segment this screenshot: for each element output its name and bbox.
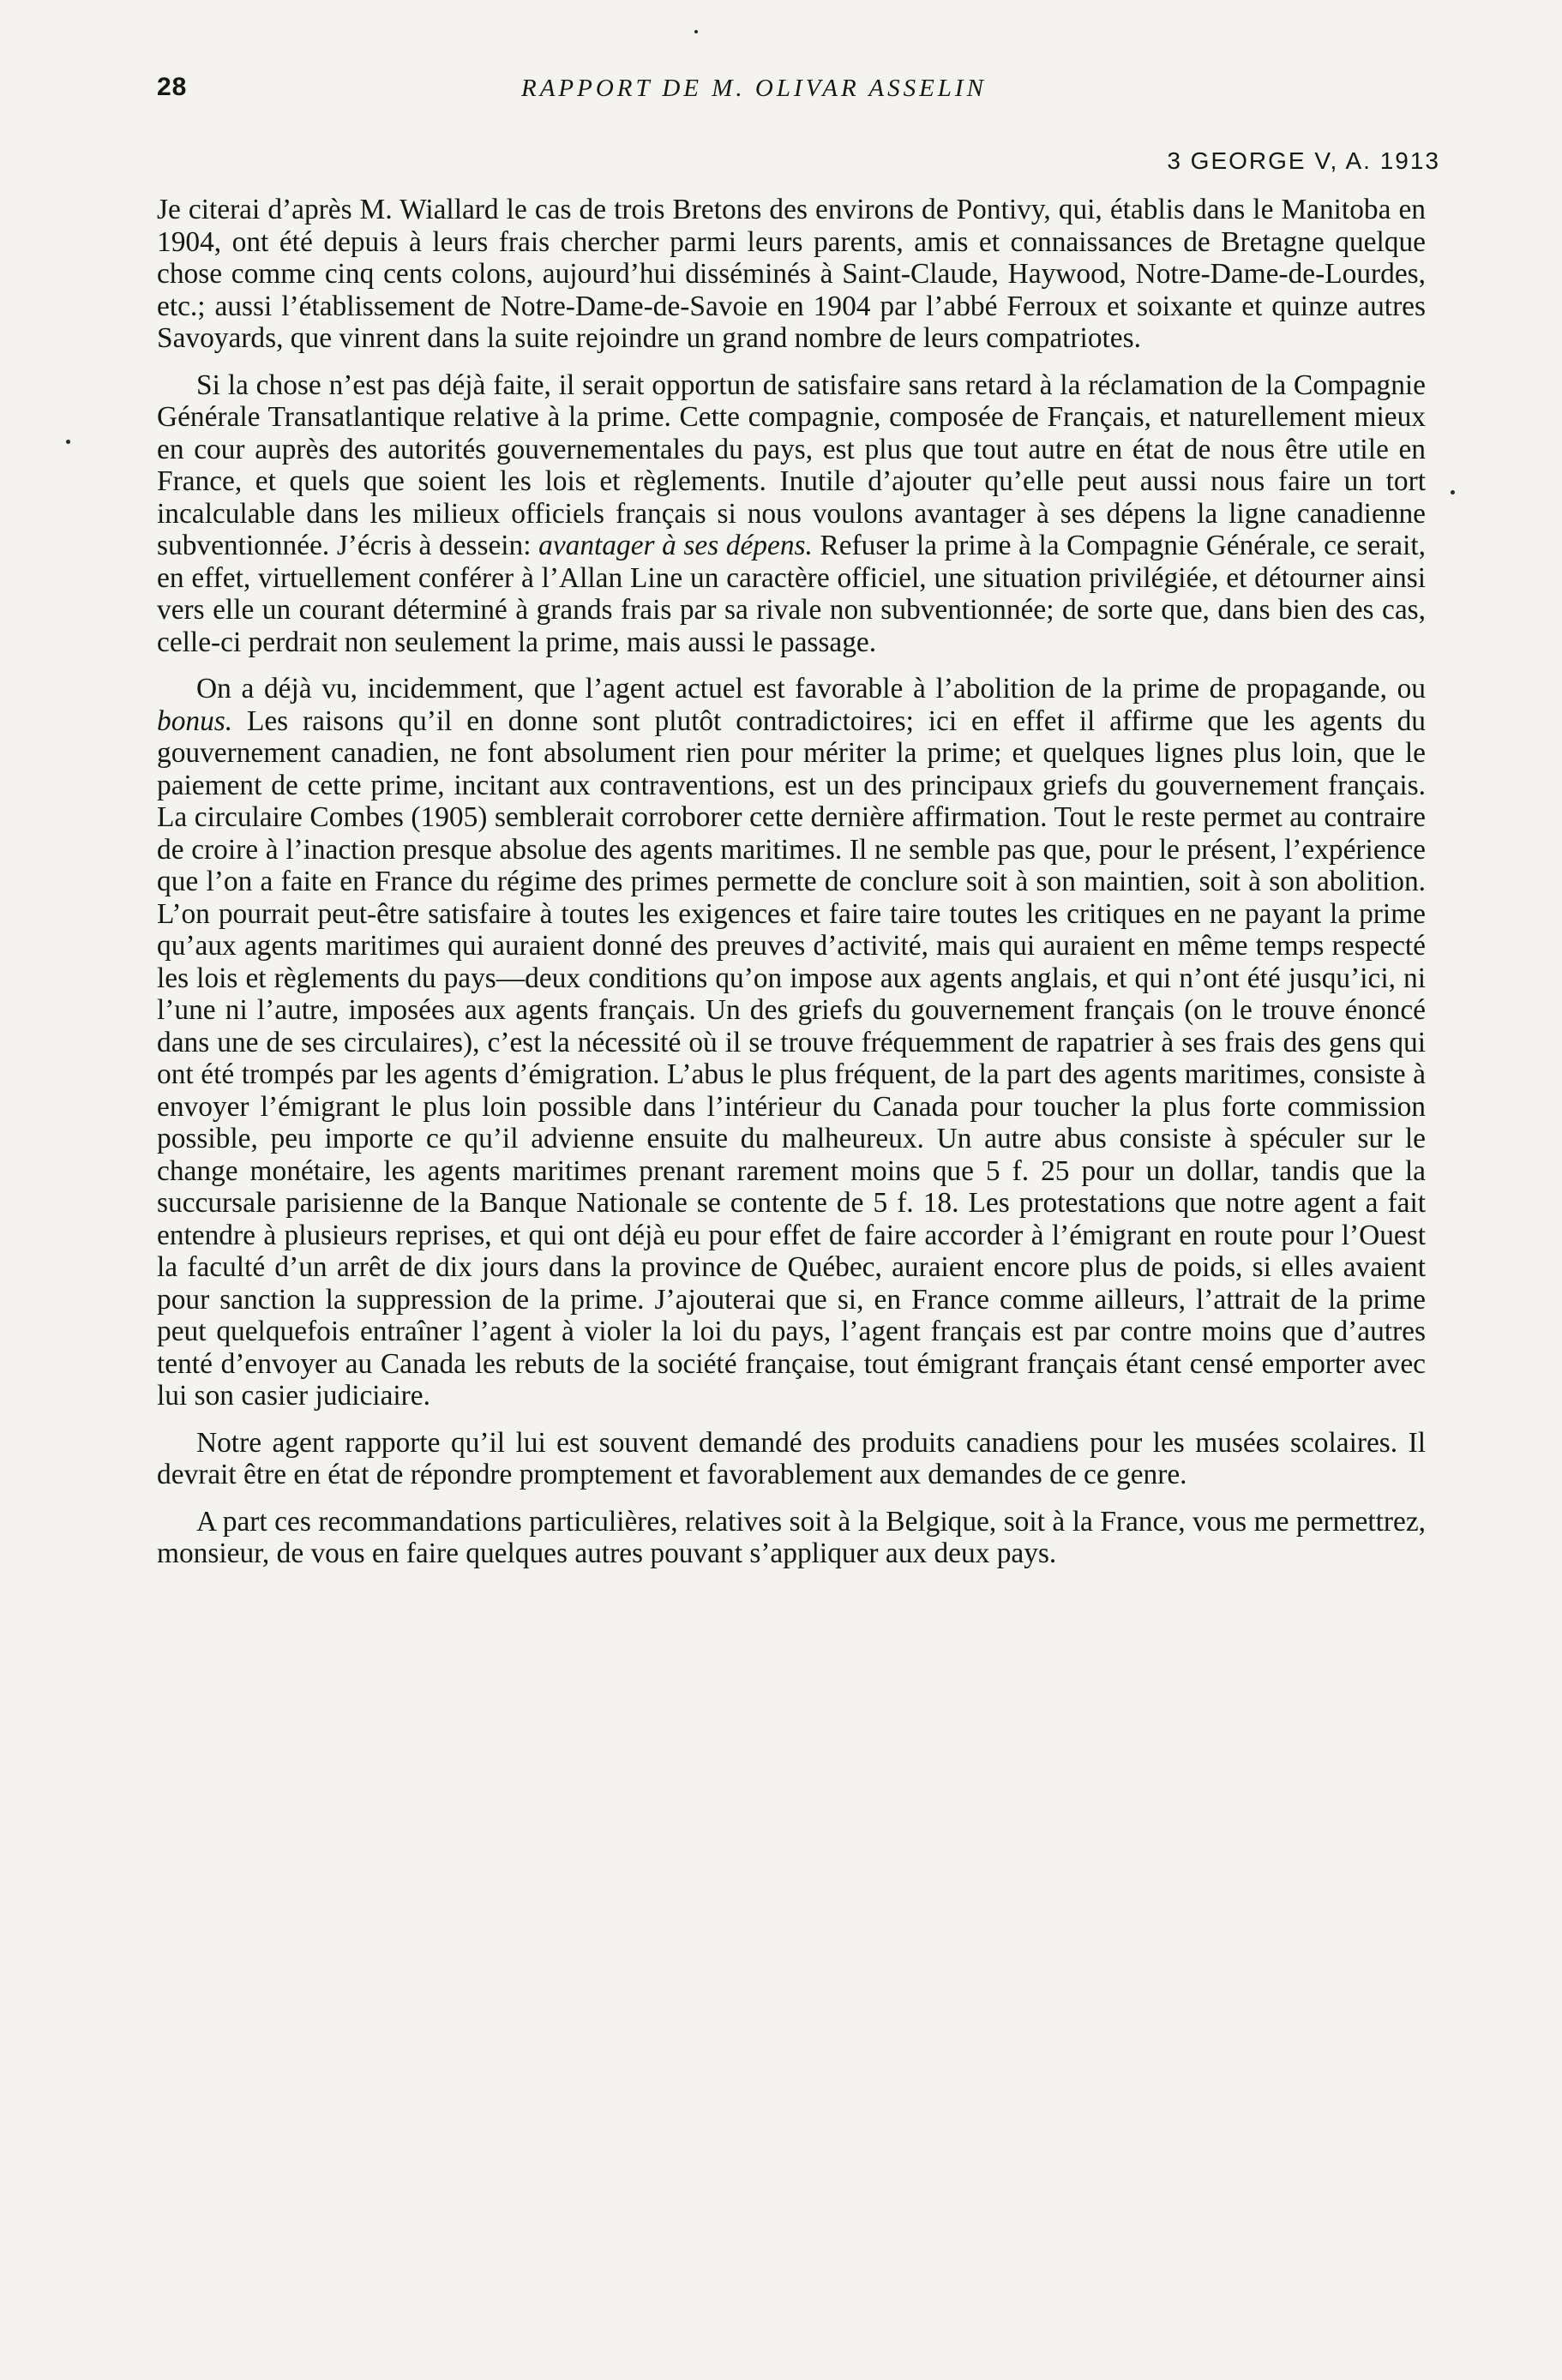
margin-speck-right xyxy=(1451,490,1455,495)
paragraph-1: Je citerai d’après M. Wiallard le cas de trois Bretons des environs de Pontivy, qui, établis dans le Manitoba en 1904, ont été depuis à leurs frais chercher parmi leurs parents, amis et connaissances de Bretagne quelque chose comme cinq cents colons, aujourd’hui disséminés à Saint-Claude, Haywood, Notre-Dame-de-Lourdes, etc.; aussi l’établissement de Notre-Dame-de-Savoie en 1904 par l’abbé Ferroux et soixante et quinze autres Savoyards, que vinrent dans la suite rejoindre un grand nombre de leurs compatriotes. xyxy=(157,194,1426,354)
running-head xyxy=(157,73,1426,116)
paragraph-3-text-a: On a déjà vu, incidemment, que l’agent actuel est favorable à l’abolition de la prime de propagande, ou xyxy=(196,673,1426,704)
page-number: 28 xyxy=(157,73,188,101)
paragraph-2 xyxy=(157,369,1426,659)
paragraph-5: A part ces recommandations particulières, relatives soit à la Belgique, soit à la France, vous me permettrez, monsieur, de vous en faire quelques autres pouvant s’appliquer aux deux pays. xyxy=(157,1505,1426,1569)
paragraph-2-text-a: Si la chose n’est pas déjà faite, il serait opportun de satisfaire sans retard à la réclamation de la Compagnie Générale Transatlantique relative à la prime. Cette compagnie, composée de Français, et naturellement mieux en cour auprès des autorités gouvernementales du pays, est plus que tout autre en état de nous être utile en France, et quels que soient les lois et règlements. Inutile d’ajouter qu’elle peut aussi nous faire un tort incalculable dans les milieux officiels français si nous voulons avantager à ses dépens la ligne canadienne subventionnée. J’écris à dessein: xyxy=(157,369,1426,561)
paragraph-4: Notre agent rapporte qu’il lui est souvent demandé des produits canadiens pour les musées scolaires. Il devrait être en état de répondre promptement et favorablement aux demandes de ce genre. xyxy=(157,1426,1426,1490)
paragraph-3 xyxy=(157,673,1426,1412)
paragraph-2-text-b: Refuser la prime à la Compagnie Générale, ce serait, en effet, virtuellement conférer à l’Allan Line un caractère officiel, une situation privilégiée, et détourner ainsi vers elle un courant déterminé à grands frais par sa rivale non subventionnée; de sorte que, dans bien des cas, celle-ci perdrait non seulement la prime, mais aussi le passage. xyxy=(157,530,1426,658)
margin-speck-top xyxy=(694,30,698,33)
margin-speck-left xyxy=(66,440,70,444)
session-designation: 3 GEORGE V, A. 1913 xyxy=(1167,147,1440,174)
body-text xyxy=(157,194,1426,1585)
running-title: RAPPORT DE M. OLIVAR ASSELIN xyxy=(521,75,987,102)
paragraph-2-emphasis: avantager à ses dépens. xyxy=(538,530,813,561)
paragraph-3-emphasis: bonus. xyxy=(157,704,233,737)
paragraph-3-text-b: Les raisons qu’il en donne sont plutôt contradictoires; ici en effet il affirme que les agents du gouvernement canadien, ne font absolument rien pour mériter la prime; et quelques lignes plus loin, que le paiement de cette prime, incitant aux contraventions, est un des principaux griefs du gouvernement français. La circulaire Combes (1905) semblerait corroborer cette dernière affirmation. Tout le reste permet au contraire de croire à l’inaction presque absolue des agents maritimes. Il ne semble pas que, pour le présent, l’expérience que l’on a faite en France du régime des primes permette de conclure soit à son maintien, soit à son abolition. L’on pourrait peut-être satisfaire à toutes les exigences et faire taire toutes les critiques en ne payant la prime qu’aux agents maritimes qui auraient donné des preuves d’activité, mais qui auraient en même temps respecté les lois et règlements du pays—deux conditions qu’on impose aux agents anglais, et qui n’ont été jusqu’ici, ni l’une ni l’autre, imposées aux agents français. Un des griefs du gouvernement français (on le trouve énoncé dans une de ses circulaires), c’est la nécessité où il se trouve fréquemment de rapatrier à ses frais des gens qui ont été trompés par les agents d’émigration. L’abus le plus fréquent, de la part des agents maritimes, consiste à envoyer l’émigrant le plus loin possible dans l’intérieur du Canada pour toucher la plus forte commission possible, peu importe ce qu’il advienne ensuite du malheureux. Un autre abus consiste à spéculer sur le change monétaire, les agents maritimes prenant rarement moins que 5 f. 25 pour un dollar, tandis que la succursale parisienne de la Banque Nationale se contente de 5 f. 18. Les protestations que notre agent a fait entendre à plusieurs reprises, et qui ont déjà eu pour effet de faire accorder à l’émigrant en route pour l’Ouest la faculté d’un arrêt de dix jours dans la province de Québec, auraient encore plus de poids, si elles avaient pour sanction la suppression de la prime. J’ajouterai que si, en France comme ailleurs, l’attrait de la prime peut quelquefois entraîner l’agent à violer la loi du pays, l’agent français est par contre moins que d’autres tenté d’envoyer au Canada les rebuts de la société française, tout émigrant français étant censé emporter avec lui son casier judiciaire. xyxy=(157,704,1426,1412)
